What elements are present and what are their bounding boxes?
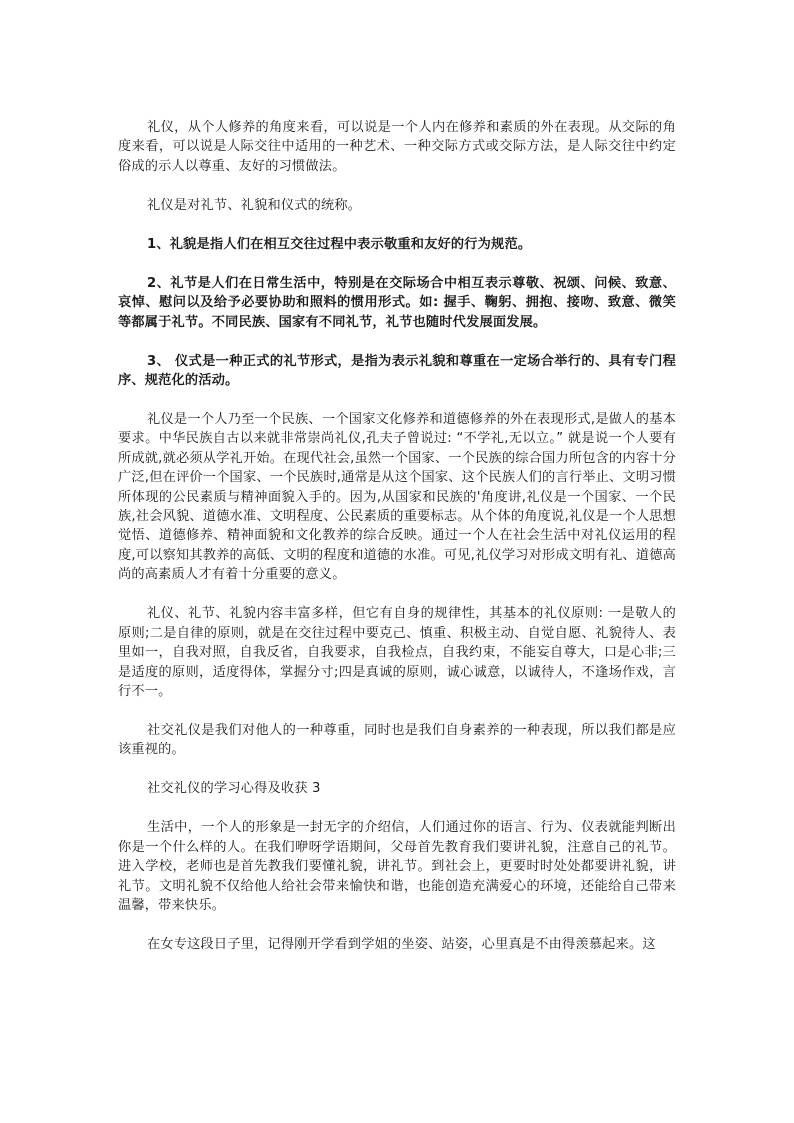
paragraph-life-image: 生活中，一个人的形象是一封无字的介绍信，人们通过你的语言、行为、仪表就能判断出你是一个什么样的人。在我们咿呀学语期间，父母首先教育我们要讲礼貌，注意自己的礼节。进入学校，老师也是首先教我们要懂礼貌，讲礼节。到社会上，更要时时处处都要讲礼貌，讲礼节。文明礼貌不仅给他人给社会带来愉快和谐，也能创造充满爱心的环境，还能给自己带来温馨，带来快乐。 [118,820,676,913]
paragraph-point-2: 2、礼节是人们在日常生活中，特别是在交际场合中相互表示尊敬、祝颂、问候、致意、哀悼、慰问以及给予必要协助和照料的惯用形式。如: 握手、鞠躬、拥抱、接吻、致意、微笑等都属于礼节。不同民族、国家有不同礼节，礼节也随时代发展面发展。 [118,275,676,330]
paragraph-etiquette-principles: 礼仪、礼节、礼貌内容丰富多样，但它有自身的规律性，其基本的礼仪原则: 一是敬人的原则;二是自律的原则，就是在交往过程中要克己、慎重、积极主动、自觉自愿、礼貌待人、表里如一，自我对照，自我反省，自我要求，自我检点，自我约束，不能妄自尊大，口是心非;三是适度的原则，适度得体，掌握分寸;四是真诚的原则，诚心诚意，以诚待人，不逢场作戏，言行不一。 [118,606,676,699]
section-heading: 社交礼仪的学习心得及收获 3 [147,781,321,797]
paragraph-etiquette-importance: 礼仪是一个人乃至一个民族、一个国家文化修养和道德修养的外在表现形式,是做人的基本要求。中华民族自古以来就非常崇尚礼仪,孔夫子曾说过: “不学礼,无以立。” 就是说一个人要有所成就,就必须从学礼开始。在现代社会,虽然一个国家、一个民族的综合国力所包含的内容十分广泛,但在评价一个国家、一个民族时,通常是从这个国家、这个民族人们的言行举止、文明习惯所体现的公民素质与精神面貌入手的。因为,从国家和民族的'角度讲,礼仪是一个国家、一个民族,社会风貌、道德水准、文明程度、公民素质的重要标志。从个体的角度说,礼仪是一个人思想觉悟、道德修养、精神面貌和文化教养的综合反映。通过一个人在社会生活中对礼仪运用的程度,可以察知其教养的高低、文明的程度和道德的水准。可见,礼仪学习对形成文明有礼、道德高尚的高素质人才有着十分重要的意义。 [118,412,676,583]
paragraph-point-3: 3、 仪式是一种正式的礼节形式，是指为表示礼貌和尊重在一定场合举行的、具有专门程序、规范化的活动。 [118,353,676,389]
paragraph-point-1: 1、礼貌是指人们在相互交往过程中表示敬重和友好的行为规范。 [147,236,532,252]
document-body [118,118,676,974]
paragraph-intro: 礼仪，从个人修养的角度来看，可以说是一个人内在修养和素质的外在表现。从交际的角度来看，可以说是人际交往中适用的一种艺术、一种交际方式或交际方法，是人际交往中约定俗成的示人以尊重、友好的习惯做法。 [118,120,676,174]
paragraph-social-etiquette: 社交礼仪是我们对他人的一种尊重，同时也是我们自身素养的一种表现，所以我们都是应该重视的。 [118,722,676,758]
paragraph-school-days: 在女专这段日子里，记得刚开学看到学姐的坐姿、站姿，心里真是不由得羡慕起来。这 [147,936,656,952]
paragraph-definition: 礼仪是对礼节、礼貌和仪式的统称。 [147,197,362,213]
